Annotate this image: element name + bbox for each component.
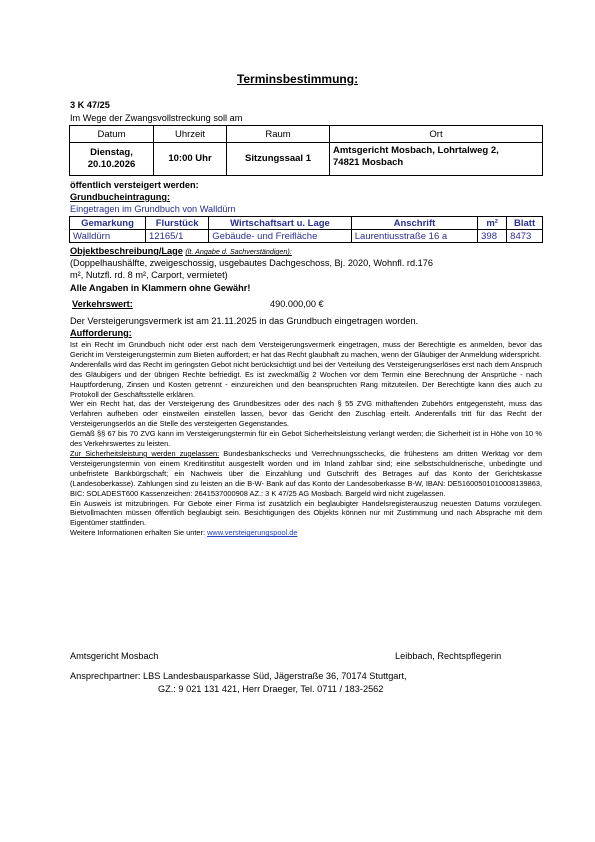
- paragraph-5: [70, 449, 542, 499]
- cell-datum: [70, 143, 154, 176]
- objekt-note: (lt. Angabe d. Sachverständigen):: [185, 247, 292, 256]
- footer-clerk: Leibbach, Rechtspflegerin: [395, 651, 502, 661]
- cell-gemarkung: Walldürn: [70, 230, 146, 243]
- cell-blatt: 8473: [507, 230, 543, 243]
- header-gemarkung: Gemarkung: [70, 217, 146, 230]
- header-uhrzeit: Uhrzeit: [154, 126, 227, 143]
- paragraph-2: Anderenfalls wird das Recht im geringsten Gebot nicht berücksichtigt und bei der Verteilung des Versteigerungserlöses erst nach dem Anspruch des Gläubigers und der übrigen Rechte befriedigt. Es ist zweckmäßig 2 Wochen vor dem Termin eine Berechnung der Ansprüche - nach Hauptforderung, Zinsen und Kosten getrennt - einzureichen und den beanspruchten Rang mitzuteilen. Der Berechtigte kann dies auch zu Protokoll der Geschäftsstelle erklären.: [70, 359, 542, 399]
- cell-uhrzeit: 10:00 Uhr: [154, 143, 227, 176]
- objekt-heading: Objektbeschreibung/Lage: [70, 246, 183, 256]
- header-raum: Raum: [227, 126, 330, 143]
- grundbuch-line: Eingetragen im Grundbuch von Walldürn: [70, 204, 236, 214]
- ohne-gewaehr: Alle Angaben in Klammern ohne Gewähr!: [70, 283, 251, 293]
- grundbuch-heading: Grundbucheintragung:: [70, 192, 171, 202]
- sicherheit-lead: Zur Sicherheitsleistung werden zugelassen:: [70, 448, 220, 458]
- objekt-line-2: m², Nutzfl. rd. 8 m², Carport, vermietet): [70, 270, 228, 280]
- contact-line-2: GZ.: 9 021 131 421, Herr Draeger, Tel. 0711 / 183-2562: [158, 684, 384, 694]
- objekt-line-1: (Doppelhaushälfte, zweigeschossig, usgebautes Dachgeschoss, Bj. 2020, Wohnfl. rd.176: [70, 258, 433, 268]
- header-anschrift: Anschrift: [351, 217, 477, 230]
- datum-date: 20.10.2026: [87, 159, 136, 170]
- cell-flaeche: 398: [478, 230, 507, 243]
- intro-text: Im Wege der Zwangsvollstreckung soll am: [70, 113, 243, 123]
- datum-weekday: Dienstag,: [90, 147, 133, 158]
- header-wirtschaftsart: Wirtschaftsart u. Lage: [209, 217, 351, 230]
- cell-ort: [330, 143, 543, 176]
- versteigert-text: öffentlich versteigert werden:: [70, 180, 199, 190]
- aktenzeichen: 3 K 47/25: [70, 100, 110, 110]
- paragraph-4: Gemäß §§ 67 bis 70 ZVG kann im Versteigerungstermin für ein Gebot Sicherheitsleistung verlangt werden; die Sicherheit ist in Höhe von 10 % des Verkehrswertes zu leisten.: [70, 429, 542, 449]
- termin-table: [69, 125, 543, 176]
- ort-line-1: Amtsgericht Mosbach, Lohrtalweg 2,: [333, 145, 499, 156]
- document-title: Terminsbestimmung:: [236, 72, 359, 86]
- header-flaeche: m²: [478, 217, 507, 230]
- aufforderung-heading: Aufforderung:: [70, 328, 132, 338]
- grund-data-row: [70, 230, 543, 243]
- paragraph-3: Wer ein Recht hat, das der Versteigerung des Grundbesitzes oder des nach § 55 ZVG mithaftenden Zubehörs entgegensteht, muss das Verfahren aufheben oder einstweilen einstellen lassen, bevor das Gericht den Zuschlag erteilt. Anderenfalls tritt für das Recht der Versteigerungserlös an die Stelle des versteigerten Gegenstandes.: [70, 399, 542, 429]
- versteigerungspool-link[interactable]: www.versteigerungspool.de: [207, 528, 298, 538]
- verkehrswert-label: Verkehrswert:: [72, 299, 133, 309]
- cell-wirtschaftsart: Gebäude- und Freifläche: [209, 230, 351, 243]
- grundbuch-table: [69, 216, 543, 243]
- header-datum: Datum: [70, 126, 154, 143]
- paragraph-1: Ist ein Recht im Grundbuch nicht oder erst nach dem Versteigerungsvermerk eingetragen, muss der Berechtigte es anmelden, bevor das Gericht im Versteigerungstermin zum Bieten auffordert; er hat das Recht glaubhaft zu machen, wenn der Gläubiger der Anmeldung widerspricht.: [70, 340, 542, 359]
- header-blatt: Blatt: [507, 217, 543, 230]
- footer-court: Amtsgericht Mosbach: [70, 651, 159, 661]
- paragraph-6: Ein Ausweis ist mitzubringen. Für Gebote einer Firma ist zusätzlich ein beglaubigter Handelsregisterauszug neuesten Datums vorzulegen. Bietvollmachten müssen öffentlich beglaubigt sein. Besichtigungen des Objekts können nur mit Zustimmung und nach Absprache mit dem Eigentümer stattfinden.: [70, 498, 542, 528]
- termin-data-row: [70, 143, 543, 176]
- contact-line-1: Ansprechpartner: LBS Landesbausparkasse Süd, Jägerstraße 36, 70174 Stuttgart,: [70, 671, 407, 681]
- weitere-text: Weitere Informationen erhalten Sie unter:: [70, 528, 206, 538]
- grund-header-row: [70, 217, 543, 230]
- vermerk-text: Der Versteigerungsvermerk ist am 21.11.2025 in das Grundbuch eingetragen worden.: [70, 316, 419, 326]
- verkehrswert-value: 490.000,00 €: [270, 299, 324, 309]
- aufforderung-body: [70, 340, 542, 538]
- objekt-heading-line: [70, 246, 292, 256]
- termin-header-row: [70, 126, 543, 143]
- cell-raum: Sitzungssaal 1: [227, 143, 330, 176]
- sicherheit-text: Bundesbankschecks und Verrechnungsschecks, die frühestens am dritten Werktag vor dem Versteigerungstermin von einem Kreditinstitut ausgestellt worden und im Inland zahlbar sind; eine selbstschuldnerische, unbedingte und unbefristete Bankbürgschaft; ein Nachweis über die Einzahlung und Gutschrift des Betrages auf das Konto der Gerichtskasse (Landesoberkasse). Zahlungen sind zu leisten an die B-W- Bank auf das Konto der Landesoberkasse B-W, IBAN: DE51600501010008139863, BIC: SOLADEST600 Kassenzeichen: 2641537000908 AZ.: 3 K 47/25 AG Mosbach. Bargeld wird nicht zugelassen.: [70, 448, 542, 498]
- weitere-info: [70, 528, 542, 538]
- cell-flurstueck: 12165/1: [146, 230, 209, 243]
- cell-anschrift: Laurentiusstraße 16 a: [351, 230, 477, 243]
- ort-line-2: 74821 Mosbach: [333, 157, 404, 168]
- header-ort: Ort: [330, 126, 543, 143]
- header-flurstueck: Flurstück: [146, 217, 209, 230]
